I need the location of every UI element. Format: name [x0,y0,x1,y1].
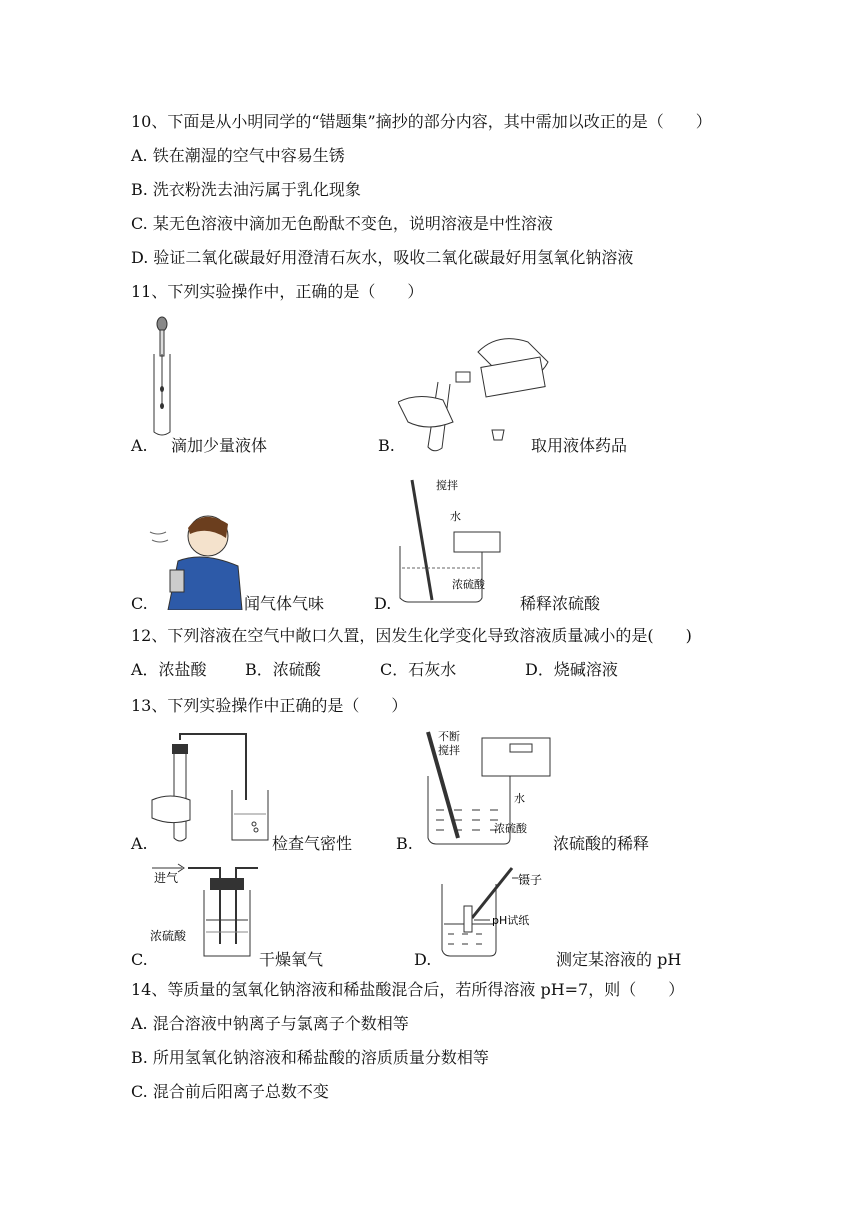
q11-option-a-letter: A. [131,436,148,455]
q11-option-b-letter: B. [378,436,395,455]
q13-option-b-caption: 浓硫酸的稀释 [553,834,650,853]
q12-option-d: D．烧碱溶液 [525,660,618,679]
q13-option-a-caption: 检查气密性 [272,834,353,853]
tweezers-label: 镊子 [518,873,543,887]
q11-option-c-letter: C. [131,594,148,613]
q10-option-a: A. 铁在潮湿的空气中容易生锈 [131,146,345,165]
q14-stem: 14、等质量的氢氧化钠溶液和稀盐酸混合后，若所得溶液 pH=7，则（ ） [131,980,685,999]
q10-option-c: C. 某无色溶液中滴加无色酚酞不变色，说明溶液是中性溶液 [131,214,553,233]
airtightness-check-figure [150,730,270,846]
water-label: 水 [514,792,525,805]
pour-liquid-figure [398,322,558,454]
q14-option-b: B. 所用氢氧化钠溶液和稀盐酸的溶质质量分数相等 [131,1048,489,1067]
stir-label-2: 搅拌 [438,744,460,757]
acid-label: 浓硫酸 [150,929,187,943]
q12-option-c: C．石灰水 [380,660,457,679]
dry-oxygen-figure [148,860,260,958]
q13-stem: 13、下列实验操作中正确的是（ ） [131,696,408,715]
q10-stem: 10、下面是从小明同学的“错题集”摘抄的部分内容，其中需加以改正的是（ ） [131,112,712,131]
q11-option-d-letter: D. [374,594,392,613]
q12-option-a: A．浓盐酸 [131,660,207,679]
dilute-acid-figure-d [396,476,506,604]
q11-option-c-caption: 闻气体气味 [244,594,325,613]
acid-label: 浓硫酸 [452,578,485,591]
q13-option-a-letter: A. [131,834,148,853]
q11-option-d-caption: 稀释浓硫酸 [520,594,601,613]
water-label: 水 [450,510,461,523]
q13-option-c-letter: C. [131,950,148,969]
q13-option-d-letter: D. [414,950,432,969]
stir-label: 搅拌 [436,479,458,492]
ph-paper-label: pH试纸 [492,914,530,927]
q11-option-b-caption: 取用液体药品 [531,436,628,455]
gas-in-label: 进气 [154,871,179,885]
measure-ph-figure [432,864,552,964]
q14-option-a: A. 混合溶液中钠离子与氯离子个数相等 [131,1014,409,1033]
dropper-in-tube-figure [148,314,178,438]
q12-stem: 12、下列溶液在空气中敞口久置，因发生化学变化导致溶液质量减小的是( ) [131,626,692,645]
q11-stem: 11、下列实验操作中，正确的是（ ） [131,282,424,301]
q10-option-d: D. 验证二氧化碳最好用澄清石灰水，吸收二氧化碳最好用氢氧化钠溶液 [131,248,634,267]
acid-label: 浓硫酸 [494,822,527,835]
smell-gas-figure [148,506,244,610]
q14-option-c: C. 混合前后阳离子总数不变 [131,1082,329,1101]
q10-option-b: B. 洗衣粉洗去油污属于乳化现象 [131,180,361,199]
q13-option-c-caption: 干燥氧气 [259,950,324,969]
stir-label-1: 不断 [438,730,460,743]
q12-option-b: B．浓硫酸 [245,660,321,679]
q13-option-d-caption: 测定某溶液的 pH [556,950,682,969]
q11-option-a-caption: 滴加少量液体 [171,436,268,455]
dilute-acid-figure-b [414,728,554,848]
q13-option-b-letter: B. [396,834,413,853]
